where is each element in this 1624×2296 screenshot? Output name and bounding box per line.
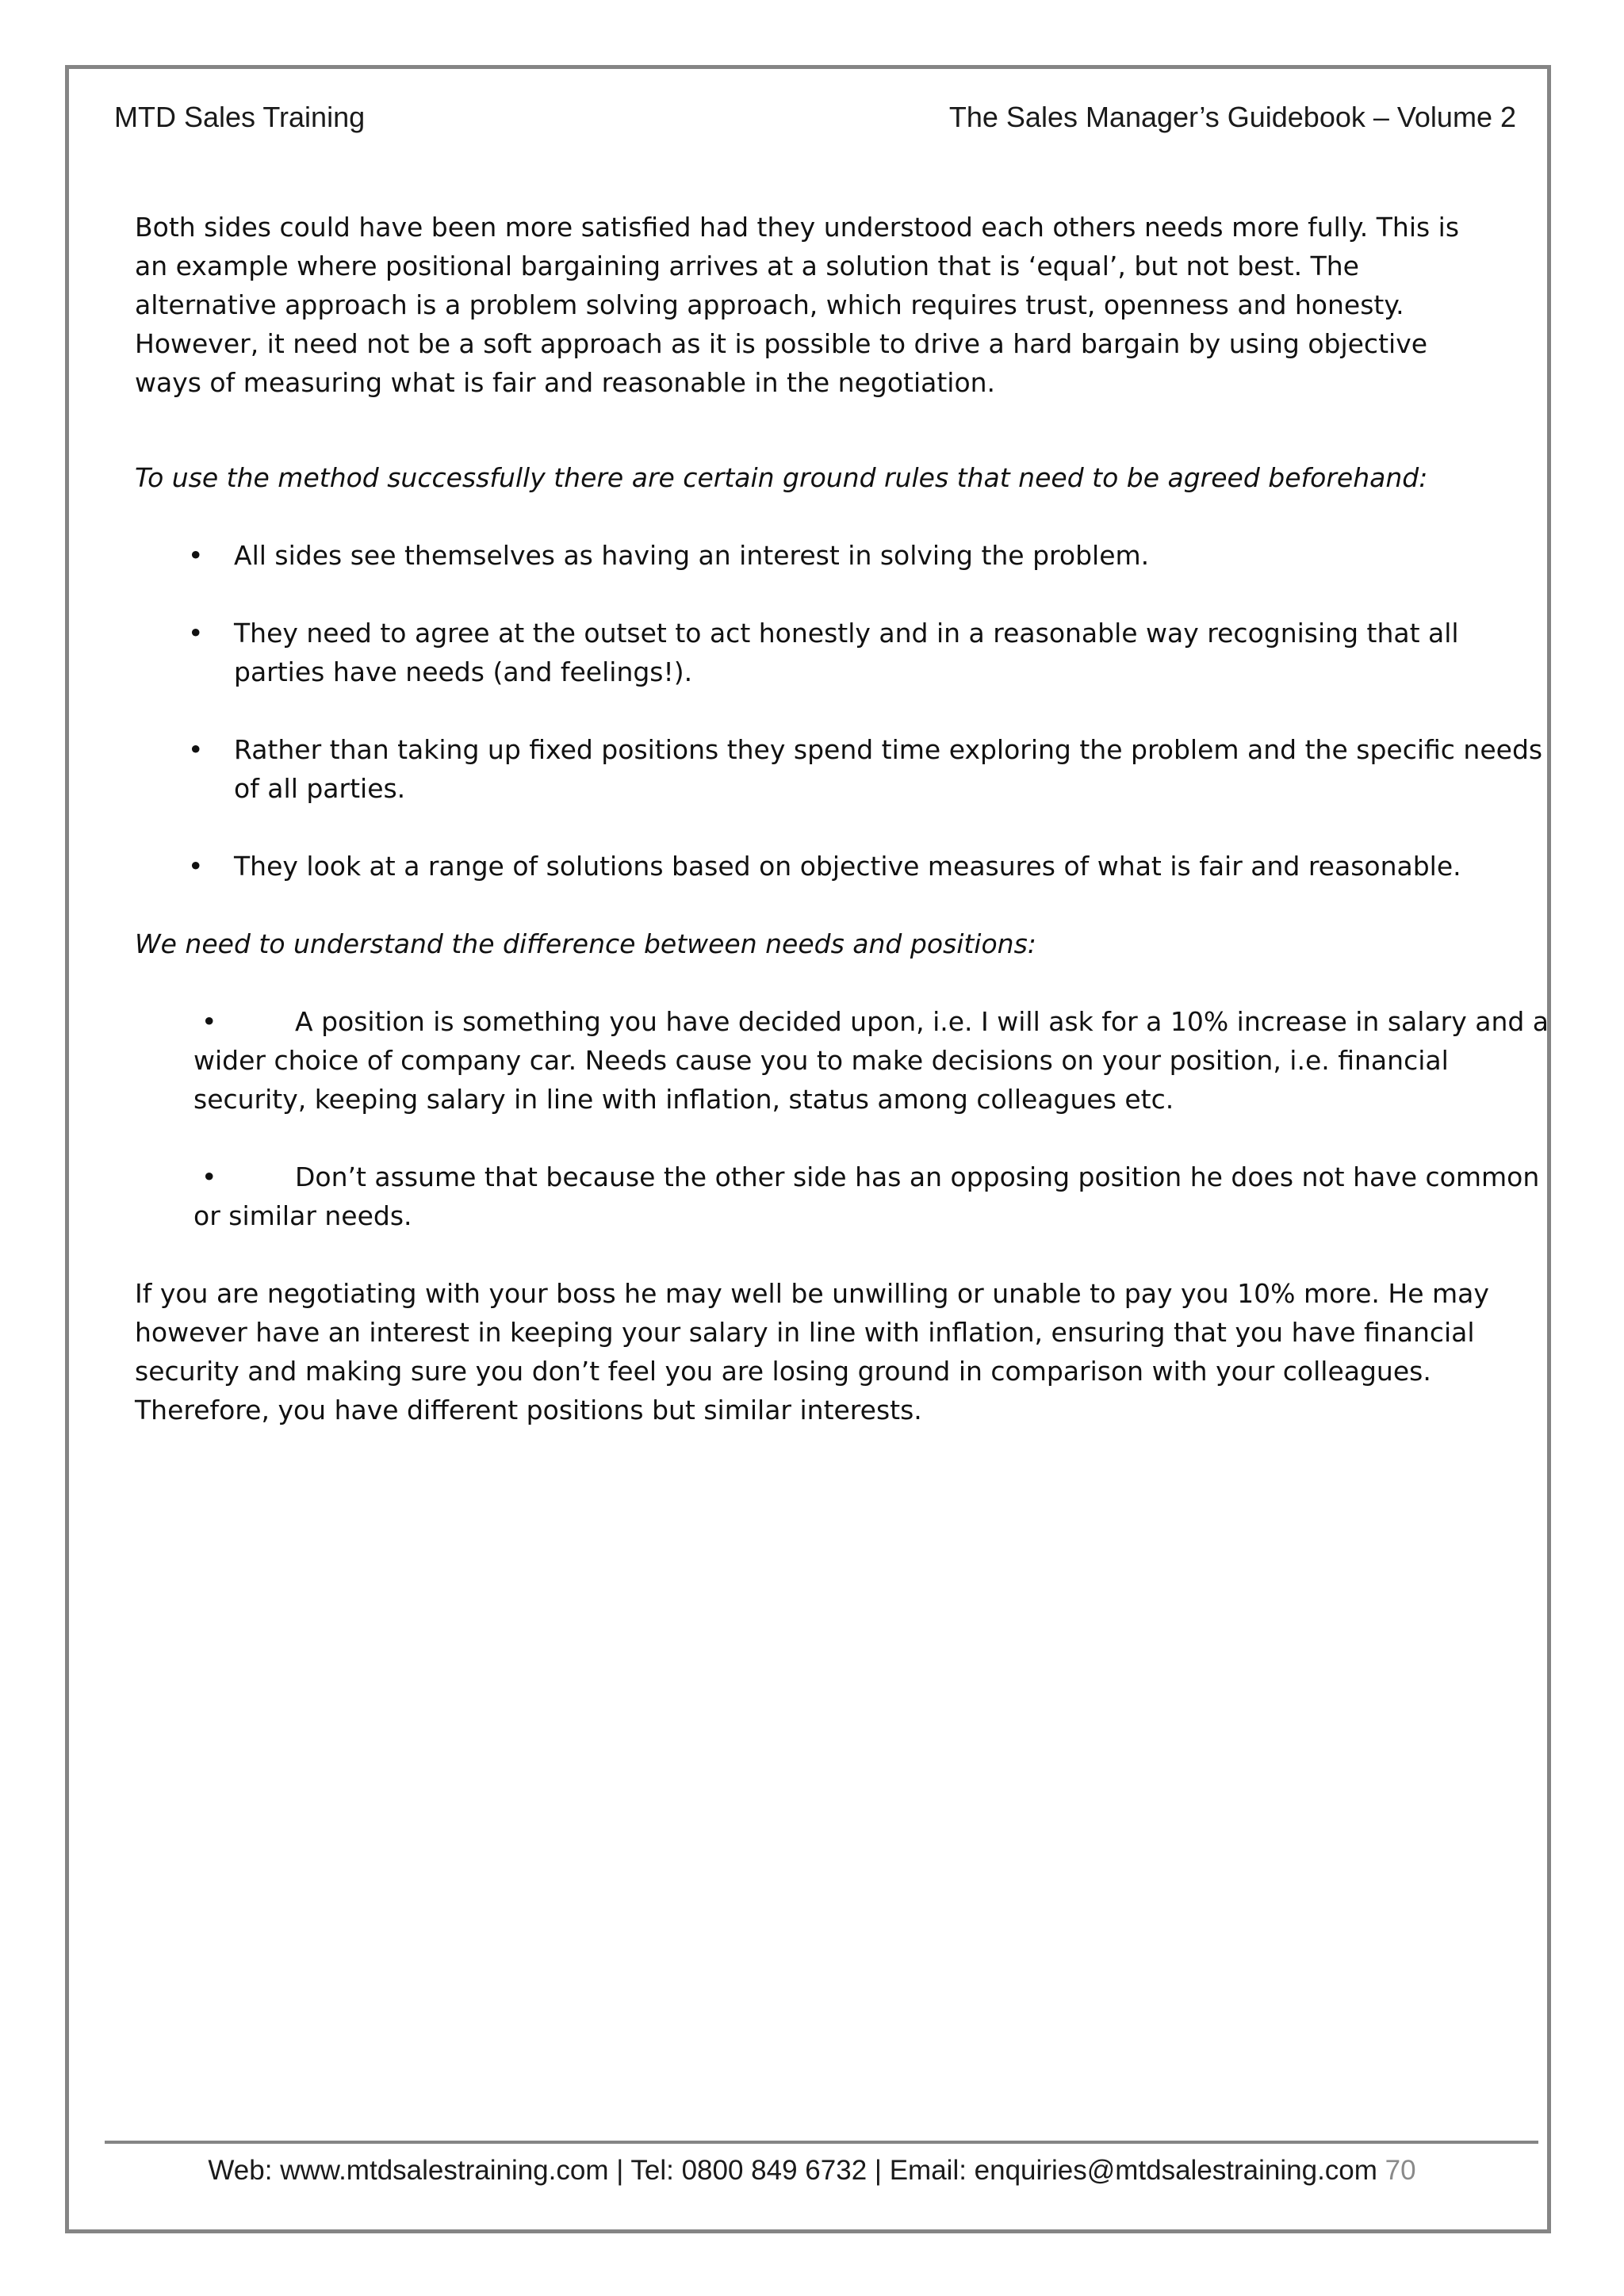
list-item-text: All sides see themselves as having an interest in solving the problem.	[234, 540, 1150, 571]
header-company-name: MTD Sales Training	[114, 101, 366, 133]
bullet-icon: •	[201, 1161, 217, 1192]
list-item	[135, 730, 1550, 808]
list-item-text: They look at a range of solutions based on objective measures of what is fair and reasonable.	[234, 851, 1461, 882]
list-item	[135, 536, 1550, 575]
needs-positions-heading: We need to understand the difference between needs and positions:	[135, 928, 1036, 959]
list-item-text: Rather than taking up fixed positions they spend time exploring the problem and the specific needs of all parties.	[234, 734, 1543, 804]
list-item	[135, 847, 1550, 886]
ground-rules-heading: To use the method successfully there are certain ground rules that need to be agreed beforehand:	[135, 462, 1428, 493]
closing-paragraph: If you are negotiating with your boss he may well be unwilling or unable to pay you 10% more. He may however have an interest in keeping your salary in line with inflation, ensuring that you have financial security and making sure you don’t feel you are losing ground in comparison with your colleagues. Therefore, you have different positions but similar interests.	[135, 1278, 1489, 1425]
page-content	[135, 208, 1549, 1429]
ground-rules-list	[135, 536, 1543, 886]
footer-divider	[105, 2141, 1538, 2144]
list-item-text: They need to agree at the outset to act honestly and in a reasonable way recognising that all parties have needs (and feelings!).	[234, 618, 1459, 687]
intro-paragraph: Both sides could have been more satisfied had they understood each others needs more fully. This is an example where positional bargaining arrives at a solution that is ‘equal’, but not best. The alternative approach is a problem solving approach, which requires trust, openness and honesty. However, it need not be a soft approach as it is possible to drive a hard bargain by using objective ways of measuring what is fair and reasonable in the negotiation.	[135, 212, 1460, 398]
page-number: 70	[1385, 2155, 1416, 2186]
bullet-icon: •	[188, 618, 204, 649]
bullet-icon: •	[188, 734, 204, 765]
list-item	[135, 1002, 1557, 1119]
list-item-text: A position is something you have decided upon, i.e. I will ask for a 10% increase in salary and a wider choice of company car. Needs cause you to make decisions on your position, i.e. financial security, keeping salary in line with inflation, status among colleagues etc.	[193, 1006, 1549, 1115]
list-item	[135, 1158, 1557, 1235]
bullet-icon: •	[201, 1006, 217, 1037]
list-item-text: Don’t assume that because the other side has an opposing position he does not have common or similar needs.	[193, 1161, 1540, 1231]
list-item	[135, 614, 1550, 691]
footer-contact-info: Web: www.mtdsalestraining.com | Tel: 0800 849 6732 | Email: enquiries@mtdsalestraining.com	[208, 2155, 1377, 2186]
footer	[0, 2153, 1624, 2188]
bullet-icon: •	[188, 851, 204, 882]
bullet-icon: •	[188, 540, 204, 571]
needs-positions-list	[135, 1002, 1549, 1235]
header-book-title: The Sales Manager’s Guidebook – Volume 2	[948, 101, 1516, 133]
